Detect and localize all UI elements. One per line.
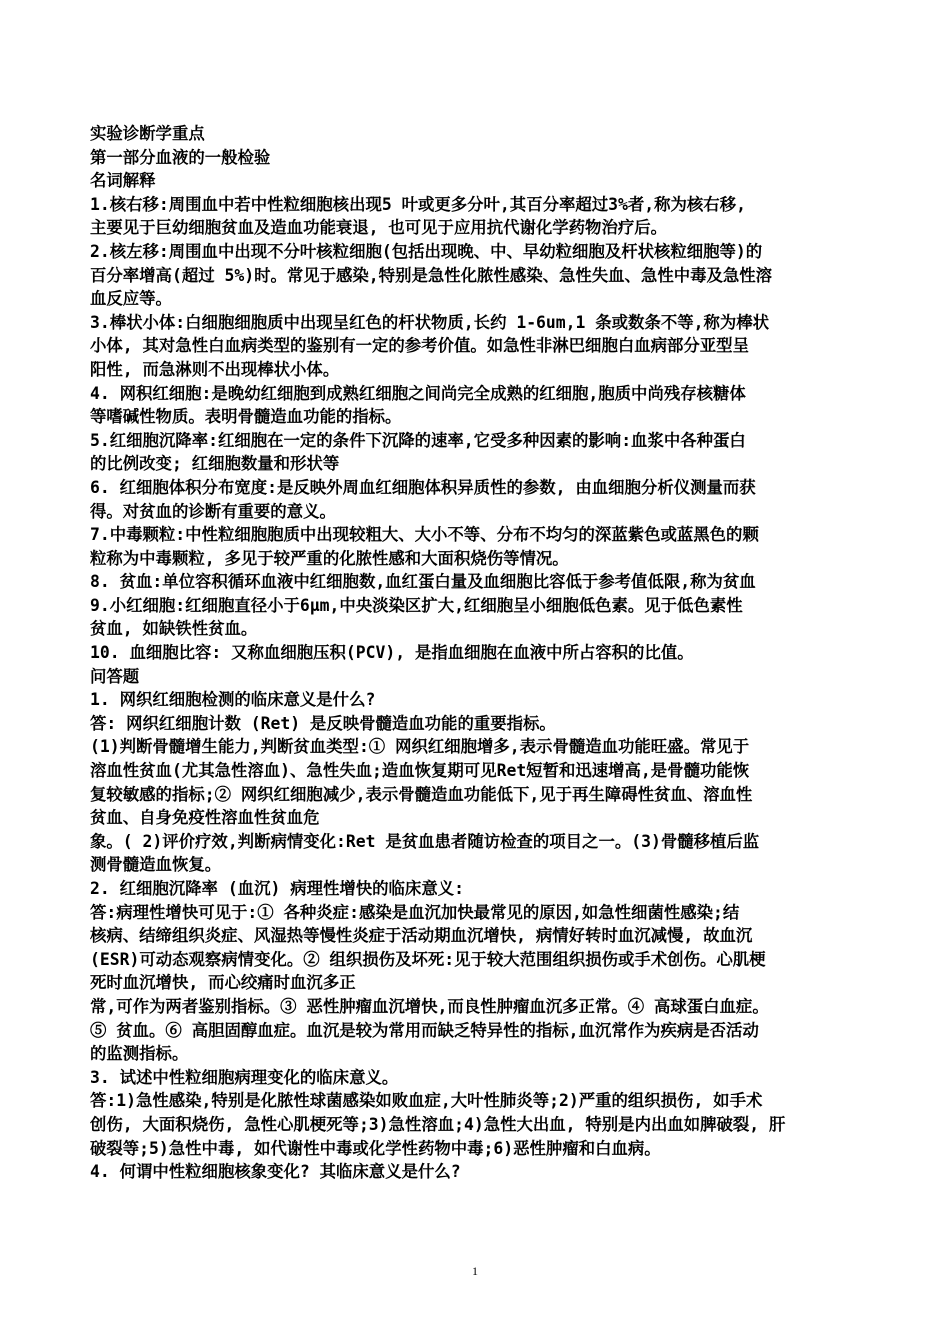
text-line: 4. 何谓中性粒细胞核象变化? 其临床意义是什么?: [90, 1162, 461, 1182]
text-line: 核病、结缔组织炎症、风湿热等慢性炎症于活动期血沉增快, 病情好转时血沉减慢, 故血沉: [90, 926, 753, 946]
text-line: 的监测指标。: [90, 1044, 189, 1064]
text-line: 得。对贫血的诊断有重要的意义。: [90, 501, 336, 521]
text-line: 小体, 其对急性白血病类型的鉴别有一定的参考价值。如急性非淋巴细胞白血病部分亚型呈: [90, 336, 749, 356]
text-line: 名词解释: [90, 171, 156, 191]
text-line: 2.核左移:周围血中出现不分叶核粒细胞(包括出现晚、中、早幼粒细胞及杆状核粒细胞等)的: [90, 241, 763, 261]
text-line: ⑤ 贫血。⑥ 高胆固醇血症。血沉是较为常用而缺乏特异性的指标,血沉常作为疾病是否活动: [90, 1020, 759, 1040]
text-line: 6. 红细胞体积分布宽度:是反映外周血红细胞体积异质性的参数, 由血细胞分析仪测量而获: [90, 477, 756, 497]
text-line: 常,可作为两者鉴别指标。③ 恶性肿瘤血沉增快,而良性肿瘤血沉多正常。④ 高球蛋白血症。: [90, 996, 769, 1016]
document-body: [90, 122, 872, 1184]
text-line: 血反应等。: [90, 289, 172, 309]
text-line: 第一部分血液的一般检验: [90, 147, 271, 167]
text-line: 7.中毒颗粒:中性粒细胞胞质中出现较粗大、大小不等、分布不均匀的深蓝紫色或蓝黑色的颗: [90, 525, 759, 545]
text-line: 贫血, 如缺铁性贫血。: [90, 619, 258, 639]
text-line: 10. 血细胞比容: 又称血细胞压积(PCV), 是指血细胞在血液中所占容积的比值。: [90, 643, 694, 663]
text-line: (ESR)可动态观察病情变化。② 组织损伤及坏死:见于较大范围组织损伤或手术创伤。心肌梗: [90, 949, 766, 969]
text-line: 问答题: [90, 666, 140, 686]
text-line: 主要见于巨幼细胞贫血及造血功能衰退, 也可见于应用抗代谢化学药物治疗后。: [90, 218, 668, 238]
text-line: 3.棒状小体:白细胞细胞质中出现呈红色的杆状物质,长约 1-6um,1 条或数条不等,称为棒状: [90, 312, 770, 332]
text-line: 创伤, 大面积烧伤, 急性心肌梗死等;3)急性溶血;4)急性大出血, 特别是内出血如脾破裂, 肝: [90, 1114, 786, 1134]
text-line: 2. 红细胞沉降率 (血沉) 病理性增快的临床意义:: [90, 879, 464, 898]
text-line: 实验诊断学重点: [90, 124, 205, 143]
text-line: 答:1)急性感染,特别是化脓性球菌感染如败血症,大叶性肺炎等;2)严重的组织损伤, 如手术: [90, 1091, 763, 1111]
text-line: 阳性, 而急淋则不出现棒状小体。: [90, 359, 340, 379]
text-line: 1.核右移:周围血中若中性粒细胞核出现5 叶或更多分叶,其百分率超过3%者,称为核右移,: [90, 194, 746, 214]
text-line: 破裂等;5)急性中毒, 如代谢性中毒或化学性药物中毒;6)恶性肿瘤和白血病。: [90, 1138, 661, 1158]
text-line: 4. 网积红细胞:是晚幼红细胞到成熟红细胞之间尚完全成熟的红细胞,胞质中尚残存核糖体: [90, 383, 746, 403]
text-line: 粒称为中毒颗粒, 多见于较严重的化脓性感和大面积烧伤等情况。: [90, 548, 569, 568]
text-line: 3. 试述中性粒细胞病理变化的临床意义。: [90, 1067, 399, 1087]
text-line: 复较敏感的指标;② 网织红细胞减少,表示骨髓造血功能低下,见于再生障碍性贫血、溶血性: [90, 784, 753, 804]
text-line: 的比例改变; 红细胞数量和形状等: [90, 454, 340, 474]
text-line: 百分率增高(超过 5%)时。常见于感染,特别是急性化脓性感染、急性失血、急性中毒及急性溶: [90, 265, 773, 285]
page-number: 1: [472, 1264, 478, 1278]
text-line: 溶血性贫血(尤其急性溶血)、急性失血;造血恢复期可见Ret短暂和迅速增高,是骨髓功能恢: [90, 761, 750, 781]
text-line: (1)判断骨髓增生能力,判断贫血类型:① 网织红细胞增多,表示骨髓造血功能旺盛。常见于: [90, 737, 750, 757]
text-line: 5.红细胞沉降率:红细胞在一定的条件下沉降的速率,它受多种因素的影响:血浆中各种蛋白: [90, 430, 746, 450]
text-line: 象。( 2)评价疗效,判断病情变化:Ret 是贫血患者随访检查的项目之一。(3)骨髓移植后监: [90, 831, 760, 851]
text-line: 死时血沉增快, 而心绞痛时血沉多正: [90, 973, 356, 993]
text-line: 答:病理性增快可见于:① 各种炎症:感染是血沉加快最常见的原因,如急性细菌性感染;结: [90, 902, 740, 922]
text-line: 等嗜碱性物质。表明骨髓造血功能的指标。: [90, 407, 402, 427]
text-line: 答: 网织红细胞计数 (Ret) 是反映骨髓造血功能的重要指标。: [90, 713, 556, 733]
text-line: 8. 贫血:单位容积循环血液中红细胞数,血红蛋白量及血细胞比容低于参考值低限,称为贫血: [90, 572, 756, 592]
text-line: 1. 网织红细胞检测的临床意义是什么?: [90, 690, 376, 710]
text-line: 9.小红细胞:红细胞直径小于6μm,中央淡染区扩大,红细胞呈小细胞低色素。见于低色素性: [90, 595, 743, 615]
text-line: 贫血、自身免疫性溶血性贫血危: [90, 808, 320, 828]
text-line: 测骨髓造血恢复。: [90, 855, 222, 875]
